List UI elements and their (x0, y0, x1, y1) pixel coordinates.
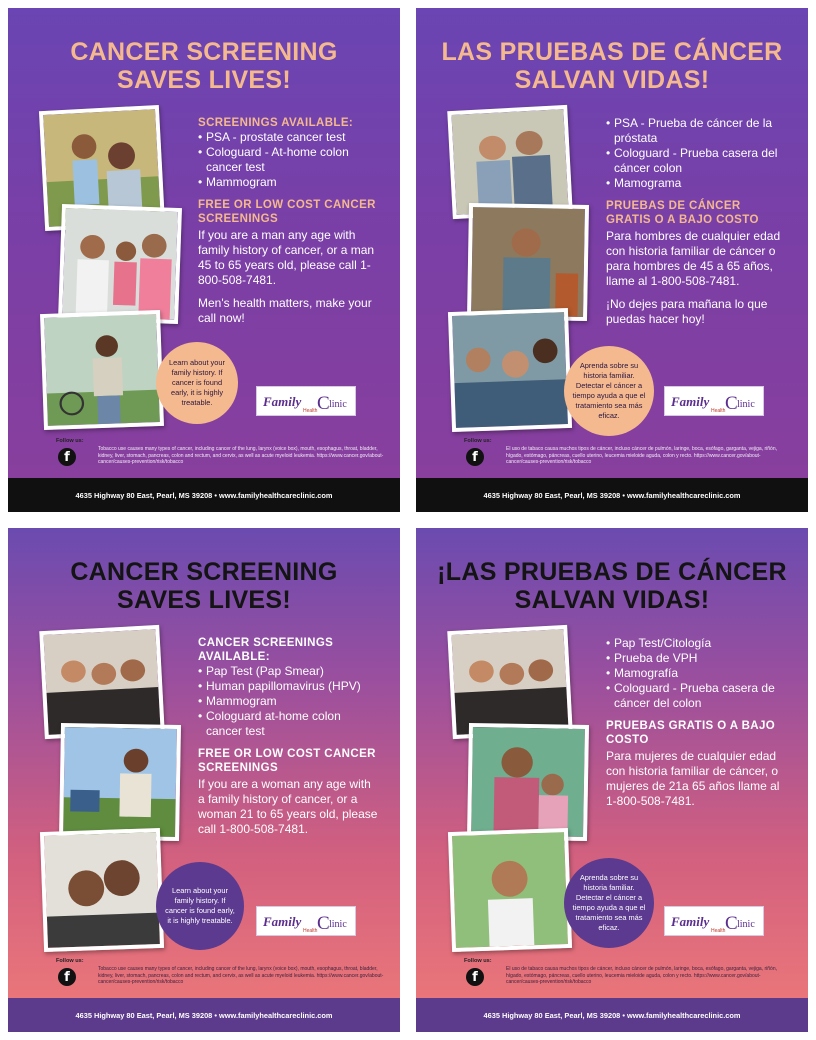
screenings-list (198, 130, 378, 190)
footer-address: 4635 Highway 80 East, Pearl, MS 39208 • www.familyhealthcareclinic.com (416, 998, 808, 1032)
poster-spanish-women (416, 528, 808, 1032)
svg-text:Health: Health (711, 408, 726, 414)
list-item: • PSA - prostate cancer test (198, 130, 378, 145)
photo-family (58, 204, 182, 324)
free-heading: PRUEBAS GRATIS O A BAJO COSTO (606, 720, 776, 746)
facebook-icon[interactable]: f (58, 968, 76, 986)
svg-text:Health: Health (303, 408, 318, 414)
list-item: • Human papillomavirus (HPV) (198, 679, 378, 694)
photo-woman-portrait (448, 828, 572, 952)
free-body: Para mujeres de cualquier edad con historia familiar de cáncer, o mujeres de 21a 65 años llame al 1-800-508-7481. (606, 749, 780, 808)
photo-three-men (448, 308, 572, 432)
info-bubble: Aprenda sobre su historia familiar. Detectar el cáncer a tiempo ayuda a que el tratamiento sea más eficaz. (564, 346, 654, 436)
list-item: • Prueba de VPH (606, 651, 786, 666)
svg-text:linic: linic (737, 919, 755, 930)
svg-text:Family: Family (263, 914, 302, 929)
photo-woman-farm (59, 723, 181, 841)
list-item: • Pap Test (Pap Smear) (198, 664, 378, 679)
footer-address: 4635 Highway 80 East, Pearl, MS 39208 • www.familyhealthcareclinic.com (416, 478, 808, 512)
poster-content (606, 116, 786, 335)
svg-text:Family: Family (671, 914, 710, 929)
footer-address: 4635 Highway 80 East, Pearl, MS 39208 • www.familyhealthcareclinic.com (8, 998, 400, 1032)
poster-title: LAS PRUEBAS DE CÁNCER SALVAN VIDAS! (441, 38, 783, 94)
list-item: • Cologuard - Prueba casera del cáncer colon (606, 146, 786, 176)
closing-text: ¡No dejes para mañana lo que puedas hacer hoy! (606, 297, 768, 326)
svg-text:linic: linic (329, 919, 347, 930)
list-item: • Mamografía (606, 666, 786, 681)
free-heading: FREE OR LOW COST CANCER SCREENINGS (198, 199, 376, 225)
svg-text:linic: linic (737, 399, 755, 410)
follow-label: Follow us: (56, 958, 84, 964)
poster-title: CANCER SCREENING SAVES LIVES! (70, 38, 338, 94)
screenings-list (606, 116, 786, 191)
poster-title: ¡LAS PRUEBAS DE CÁNCER SALVAN VIDAS! (437, 558, 787, 614)
photo-mother-child (467, 723, 589, 841)
clinic-logo (256, 906, 356, 936)
follow-label: Follow us: (464, 438, 492, 444)
svg-text:C: C (317, 913, 330, 934)
list-item: • Cologuard - At-home colon cancer test (198, 145, 378, 175)
info-bubble: Learn about your family history. If cancer is found early, it is highly treatable. (156, 342, 238, 424)
poster-title: CANCER SCREENING SAVES LIVES! (70, 558, 338, 614)
fineprint: Tobacco use causes many types of cancer, including cancer of the lung, larynx (voice box), mouth, esophagus, throat, bladder, kidney, liver, stomach, pancreas, colon and rectum, and cervix, as well as acute myeloid leukemia. https://www.cancer.gov/about-cancer/causes-prevention/risk/tobacco (98, 966, 384, 986)
poster-content (198, 636, 378, 845)
fineprint: El uso de tabaco causa muchos tipos de cáncer, incluso cáncer de pulmón, laringe, boca, esófago, garganta, vejiga, riñón, hígado, estómago, páncreas, cuello uterino, leucemia mieloide aguda, colon y recto. https://www.cancer.gov/about-cancer/causes-prevention/risk/tobacco (506, 446, 778, 466)
free-body: If you are a man any age with family history of cancer, or a man 45 to 65 years old, please call 1-800-508-7481. (198, 228, 375, 287)
screenings-list (198, 664, 378, 739)
screenings-heading: SCREENINGS AVAILABLE: (198, 117, 354, 129)
list-item: • Mammogram (198, 175, 378, 190)
photo-man-park (40, 310, 164, 430)
svg-text:Family: Family (263, 394, 302, 409)
closing-text: Men's health matters, make your call now! (198, 296, 372, 325)
svg-text:C: C (725, 393, 738, 414)
clinic-logo (256, 386, 356, 416)
follow-label: Follow us: (464, 958, 492, 964)
clinic-logo (664, 386, 764, 416)
svg-text:Family: Family (671, 394, 710, 409)
list-item: • Cologuard at-home colon cancer test (198, 709, 378, 739)
facebook-icon[interactable]: f (466, 448, 484, 466)
facebook-icon[interactable]: f (466, 968, 484, 986)
fineprint: Tobacco use causes many types of cancer, including cancer of the lung, larynx (voice box), mouth, esophagus, throat, bladder, kidney, liver, stomach, pancreas, colon and rectum, and cervix, as well as acute myeloid leukemia. https://www.cancer.gov/about-cancer/causes-prevention/risk/tobacco (98, 446, 384, 466)
follow-label: Follow us: (56, 438, 84, 444)
poster-content (198, 116, 378, 334)
photo-three-women (447, 625, 572, 739)
list-item: • PSA - Prueba de cáncer de la próstata (606, 116, 786, 146)
poster-spanish-men (416, 8, 808, 512)
screenings-heading: CANCER SCREENINGS AVAILABLE: (198, 637, 334, 663)
clinic-logo (664, 906, 764, 936)
svg-text:Health: Health (711, 928, 726, 934)
free-heading: PRUEBAS DE CÁNCER GRATIS O A BAJO COSTO (606, 200, 759, 226)
poster-english-women (8, 528, 400, 1032)
screenings-list (606, 636, 786, 711)
free-heading: FREE OR LOW COST CANCER SCREENINGS (198, 748, 376, 774)
info-bubble: Aprenda sobre su historia familiar. Detectar el cáncer a tiempo ayuda a que el tratamiento sea más eficaz. (564, 858, 654, 948)
list-item: • Cologuard - Prueba casera de cáncer del colon (606, 681, 786, 711)
photo-mother-daughter (40, 828, 164, 952)
fineprint: El uso de tabaco causa muchos tipos de cáncer, incluso cáncer de pulmón, laringe, boca, esófago, garganta, vejiga, riñón, hígado, estómago, páncreas, cuello uterino, leucemia mieloide aguda, colon y recto. https://www.cancer.gov/about-cancer/causes-prevention/risk/tobacco (506, 966, 778, 986)
photo-couple (447, 105, 572, 219)
poster-content (606, 636, 786, 817)
list-item: • Pap Test/Citología (606, 636, 786, 651)
svg-text:C: C (725, 913, 738, 934)
photo-three-women (39, 625, 164, 739)
list-item: • Mamograma (606, 176, 786, 191)
free-body: If you are a woman any age with a family history of cancer, or a woman 21 to 65 years old, please call 1-800-508-7481. (198, 777, 378, 836)
poster-english-men (8, 8, 400, 512)
photo-man-outdoors (467, 203, 589, 321)
free-body: Para hombres de cualquier edad con historia familiar de cáncer o para hombres de 45 a 65 años, llame al 1-800-508-7481. (606, 229, 781, 288)
footer-address: 4635 Highway 80 East, Pearl, MS 39208 • www.familyhealthcareclinic.com (8, 478, 400, 512)
info-bubble: Learn about your family history. If cancer is found early, it is highly treatable. (156, 862, 244, 950)
svg-text:C: C (317, 393, 330, 414)
facebook-icon[interactable]: f (58, 448, 76, 466)
svg-text:linic: linic (329, 399, 347, 410)
svg-text:Health: Health (303, 928, 318, 934)
list-item: • Mammogram (198, 694, 378, 709)
